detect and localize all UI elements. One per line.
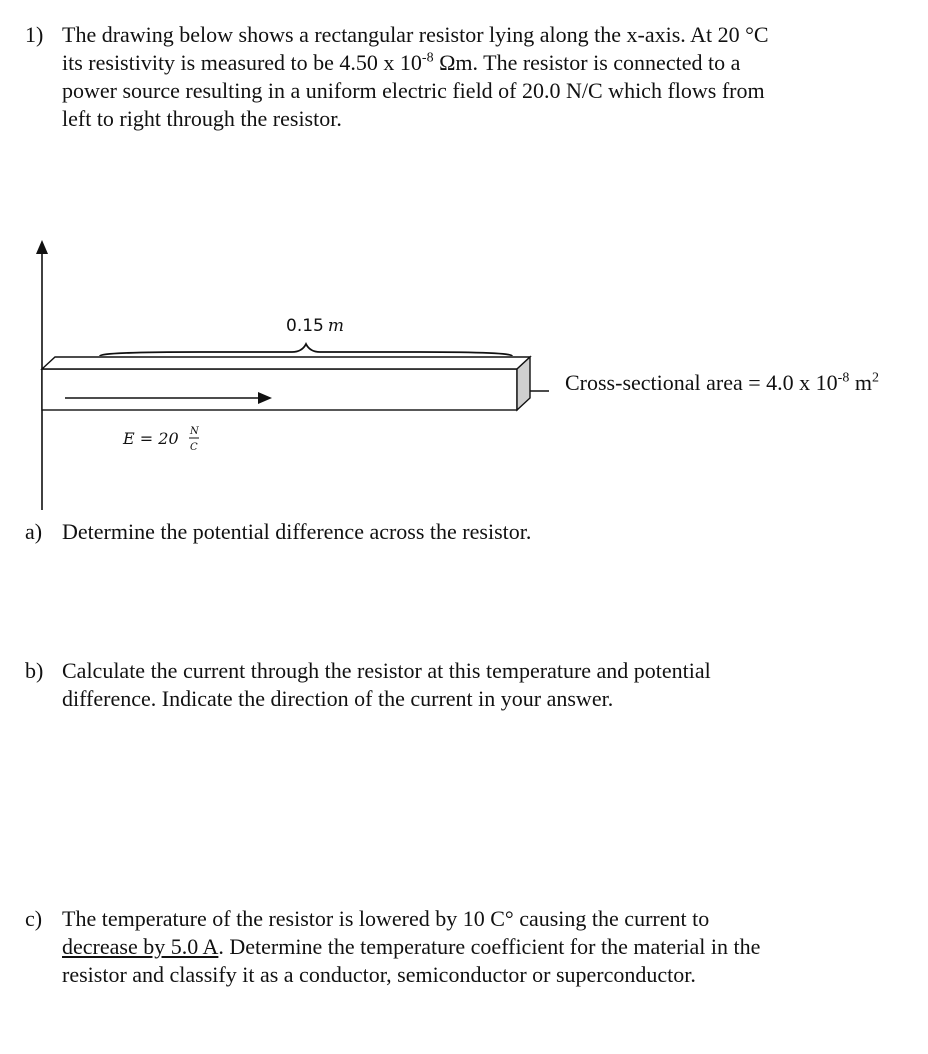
area-exponent: -8 [837,370,850,386]
resistivity-exponent: -8 [421,50,434,66]
part-c-text-block [62,905,902,989]
part-c-line-1: The temperature of the resistor is lowered by 10 C° causing the current to [62,906,710,931]
length-label [286,316,344,336]
question-1-line-2 [62,49,902,77]
area-label-text: Cross-sectional area = 4.0 x 10 [565,370,838,395]
part-b-line-1: Calculate the current through the resistor at this temperature and potential [62,658,711,683]
part-b-text-block [62,657,902,713]
y-axis-arrowhead [36,240,48,254]
part-a-text-block [62,518,902,546]
question-1-number: 1) [25,22,44,47]
question-1-line-2-tail: Ωm. The resistor is connected to a [433,50,741,75]
resistor-top-face [42,357,530,369]
part-c-line-2 [62,933,902,961]
field-label-denominator: C [190,442,198,453]
part-a-marker: a) [25,519,43,544]
cross-sectional-area-label [565,369,879,397]
length-brace [100,344,512,356]
area-unit-exponent: 2 [871,370,879,386]
question-1-line-3: power source resulting in a uniform electric field of 20.0 N/C which flows from [62,78,765,103]
length-unit: m [327,316,344,336]
field-label: E = 20 [123,429,179,448]
area-unit: m [849,370,872,395]
question-1-line-2-head: its resistivity is measured to be 4.50 x 10 [62,50,422,75]
question-1-line-4: left to right through the resistor. [62,106,342,131]
part-c-underlined-phrase: decrease by 5.0 A [62,934,219,959]
question-1-text [62,21,902,133]
part-c-marker: c) [25,906,43,931]
question-1-line-1: The drawing below shows a rectangular resistor lying along the x-axis. At 20 °C [62,22,769,47]
part-c-line-2-tail: . Determine the temperature coefficient for the material in the [218,934,761,959]
part-c-line-3: resistor and classify it as a conductor, semiconductor or superconductor. [62,962,696,987]
part-b-marker: b) [25,658,44,683]
part-a-text: Determine the potential difference across the resistor. [62,519,532,544]
part-b-line-2: difference. Indicate the direction of the current in your answer. [62,686,614,711]
length-value: 0.15 [286,316,324,336]
resistor-front-face [42,369,517,410]
field-label-numerator: N [190,426,199,437]
